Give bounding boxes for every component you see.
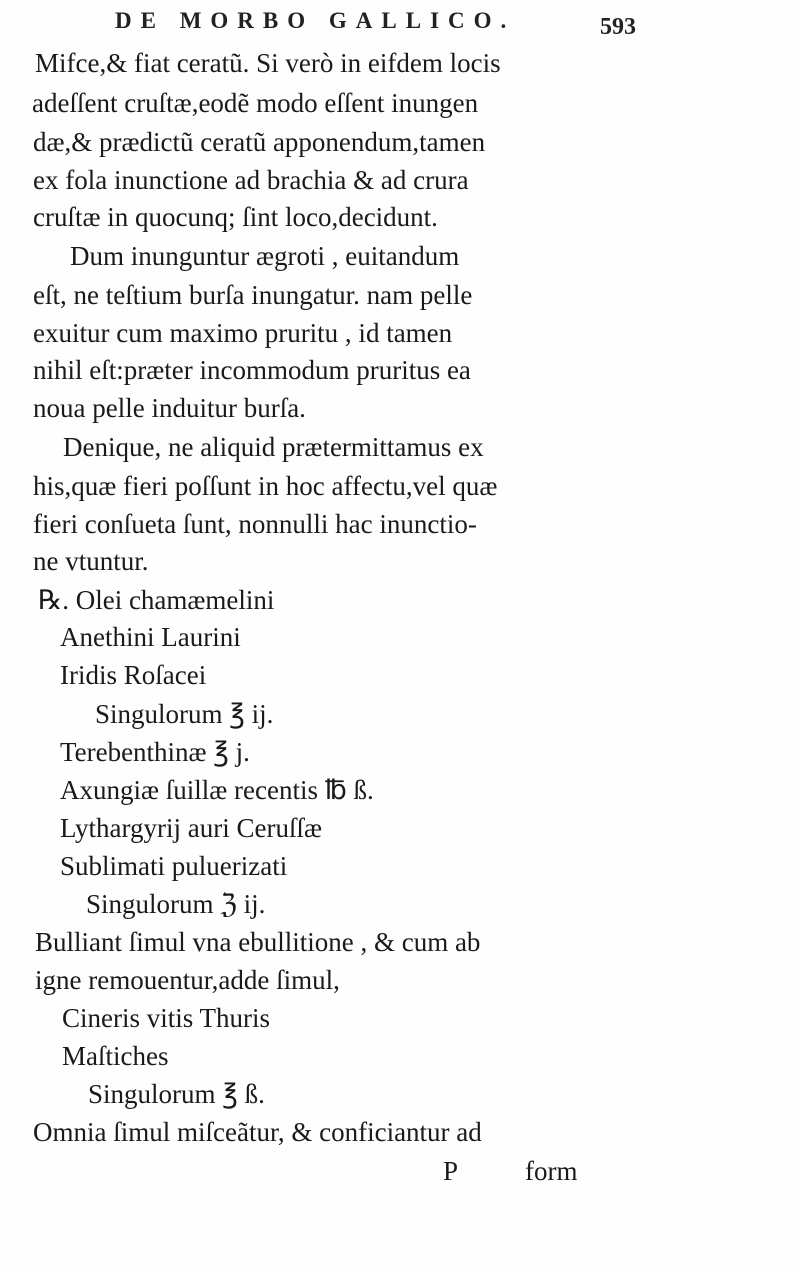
- text-line: Denique, ne aliquid prætermittamus ex: [63, 432, 484, 462]
- text-line: ne vtuntur.: [33, 546, 149, 576]
- text-line: adeſſent cruſtæ,eodẽ modo eſſent inungen: [32, 88, 479, 118]
- page-number: 593: [600, 14, 636, 40]
- text-line: Omnia ſimul miſceãtur, & conficiantur ad: [33, 1117, 482, 1147]
- recipe-line: Singulorum ℥ ß.: [88, 1079, 265, 1109]
- recipe-line: Lythargyrij auri Ceruſſæ: [60, 813, 322, 843]
- recipe-line: ℞. Olei chamæmelini: [38, 585, 275, 615]
- recipe-line: Terebenthinæ ℥ j.: [60, 737, 250, 767]
- running-head: DE MORBO GALLICO.: [115, 8, 516, 33]
- text-line: igne remouentur,adde ſimul,: [35, 965, 340, 995]
- recipe-line: Anethini Laurini: [60, 622, 241, 652]
- recipe-line: Singulorum ℥ ij.: [95, 699, 274, 729]
- recipe-line: Singulorum ℨ ij.: [86, 889, 266, 919]
- text-line: noua pelle induitur burſa.: [33, 393, 306, 423]
- text-line: eſt, ne teſtium burſa inungatur. nam pelle: [33, 280, 473, 310]
- recipe-line: Iridis Roſacei: [60, 660, 207, 690]
- text-line: cruſtæ in quocunq; ſint loco,decidunt.: [33, 202, 438, 232]
- signature-mark: P: [443, 1156, 459, 1186]
- text-line: fieri conſueta ſunt, nonnulli hac inunctio-: [33, 509, 477, 539]
- recipe-line: Maſtiches: [62, 1041, 169, 1071]
- text-line: ex fola inunctione ad brachia & ad crura: [33, 165, 469, 195]
- recipe-line: Cineris vitis Thuris: [62, 1003, 271, 1033]
- text-line: exuitur cum maximo pruritu , id tamen: [33, 318, 453, 348]
- text-line: his,quæ fieri poſſunt in hoc affectu,vel quæ: [33, 471, 498, 501]
- catchword: form: [525, 1156, 578, 1186]
- text-line: dæ,& prædictũ ceratũ apponendum,tamen: [33, 127, 486, 157]
- text-line: Bulliant ſimul vna ebullitione , & cum ab: [35, 927, 481, 957]
- text-line: Mifce,& fiat ceratũ. Si verò in eifdem locis: [35, 48, 501, 78]
- text-line: nihil eſt:præter incommodum pruritus ea: [33, 355, 471, 385]
- recipe-line: Sublimati puluerizati: [60, 851, 288, 881]
- recipe-line: Axungiæ ſuillæ recentis ℔ ß.: [60, 775, 374, 805]
- text-line: Dum inunguntur ægroti , euitandum: [70, 241, 460, 271]
